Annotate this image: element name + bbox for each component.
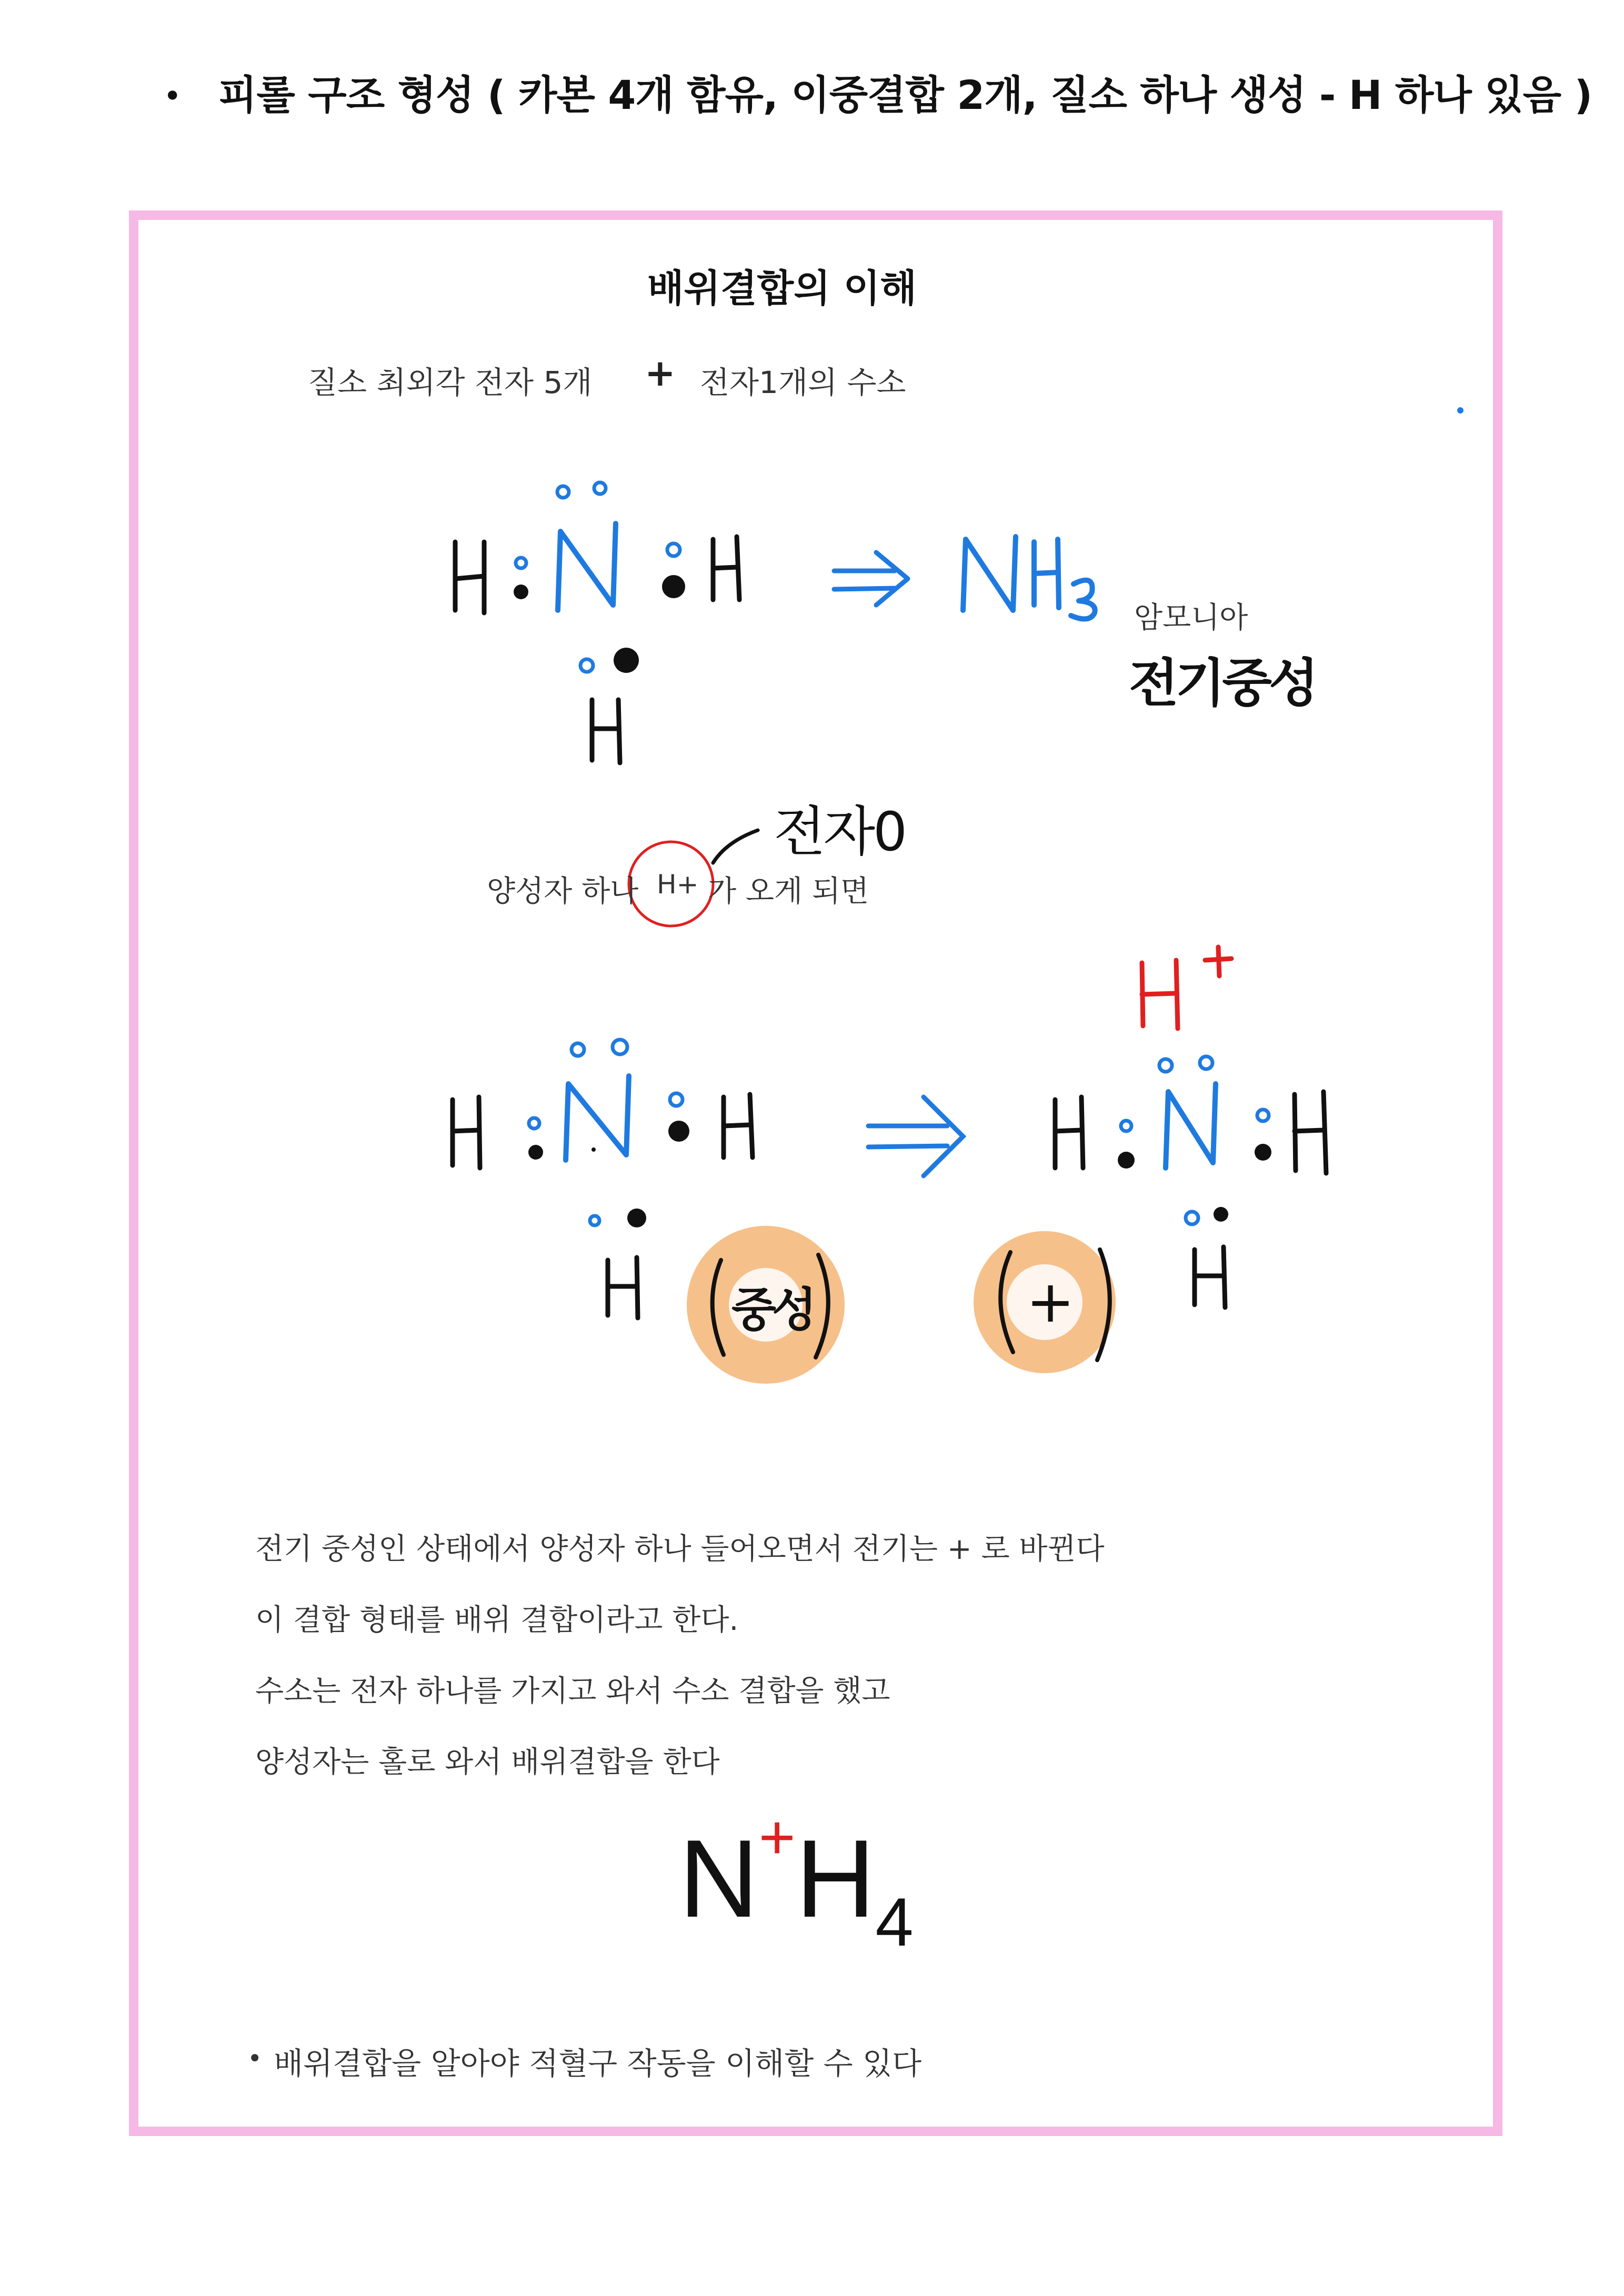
- proton-text-a: 양성자 하나: [487, 874, 639, 909]
- formula-h: H: [795, 1817, 876, 1940]
- formula-charge: +: [758, 1802, 796, 1872]
- intro-plus: +: [645, 351, 676, 395]
- body-line-1: 전기 중성인 상태에서 양성자 하나 들어오면서 전기는 + 로 바뀐다: [255, 1532, 1105, 1566]
- formula-n: N: [679, 1817, 759, 1940]
- proton-symbol: H+: [657, 869, 699, 900]
- arrow-2: [868, 1097, 963, 1176]
- body-line-4: 양성자는 홀로 와서 배위결합을 한다: [255, 1745, 720, 1779]
- footer-text: 배위결합을 알아야 적혈구 작동을 이해할 수 있다: [274, 2046, 922, 2081]
- intro-right: 전자1개의 수소: [700, 365, 906, 400]
- header-text: 피롤 구조 형성 ( 카본 4개 함유, 이중결합 2개, 질소 하나 생성 - H 하나 있음 ): [218, 72, 1592, 118]
- neutral-label: 중성: [731, 1283, 813, 1337]
- proton-text-b: 가 오게 되면: [708, 874, 869, 909]
- header-bullet: •: [163, 78, 182, 115]
- note-title: 배위결합의 이해: [647, 266, 917, 310]
- footer-bullet: •: [247, 2044, 263, 2073]
- formula-nh4: [679, 1802, 914, 1960]
- intro-left: 질소 최외각 전자 5개: [308, 365, 593, 400]
- diagram-nh3: [455, 482, 1095, 763]
- body-line-2: 이 결합 형태를 배위 결합이라고 한다.: [255, 1603, 739, 1637]
- ammonia-label: 암모니아: [1134, 601, 1248, 635]
- electron-note: 전자0: [774, 801, 905, 863]
- body-line-3: 수소는 전자 하나를 가지고 와서 수소 결합을 했고: [255, 1674, 890, 1708]
- ammonia-handwritten: 전기중성: [1129, 653, 1316, 713]
- formula-sub: 4: [875, 1884, 914, 1960]
- electron-pointer: [713, 830, 758, 863]
- plus-label: +: [1026, 1268, 1075, 1335]
